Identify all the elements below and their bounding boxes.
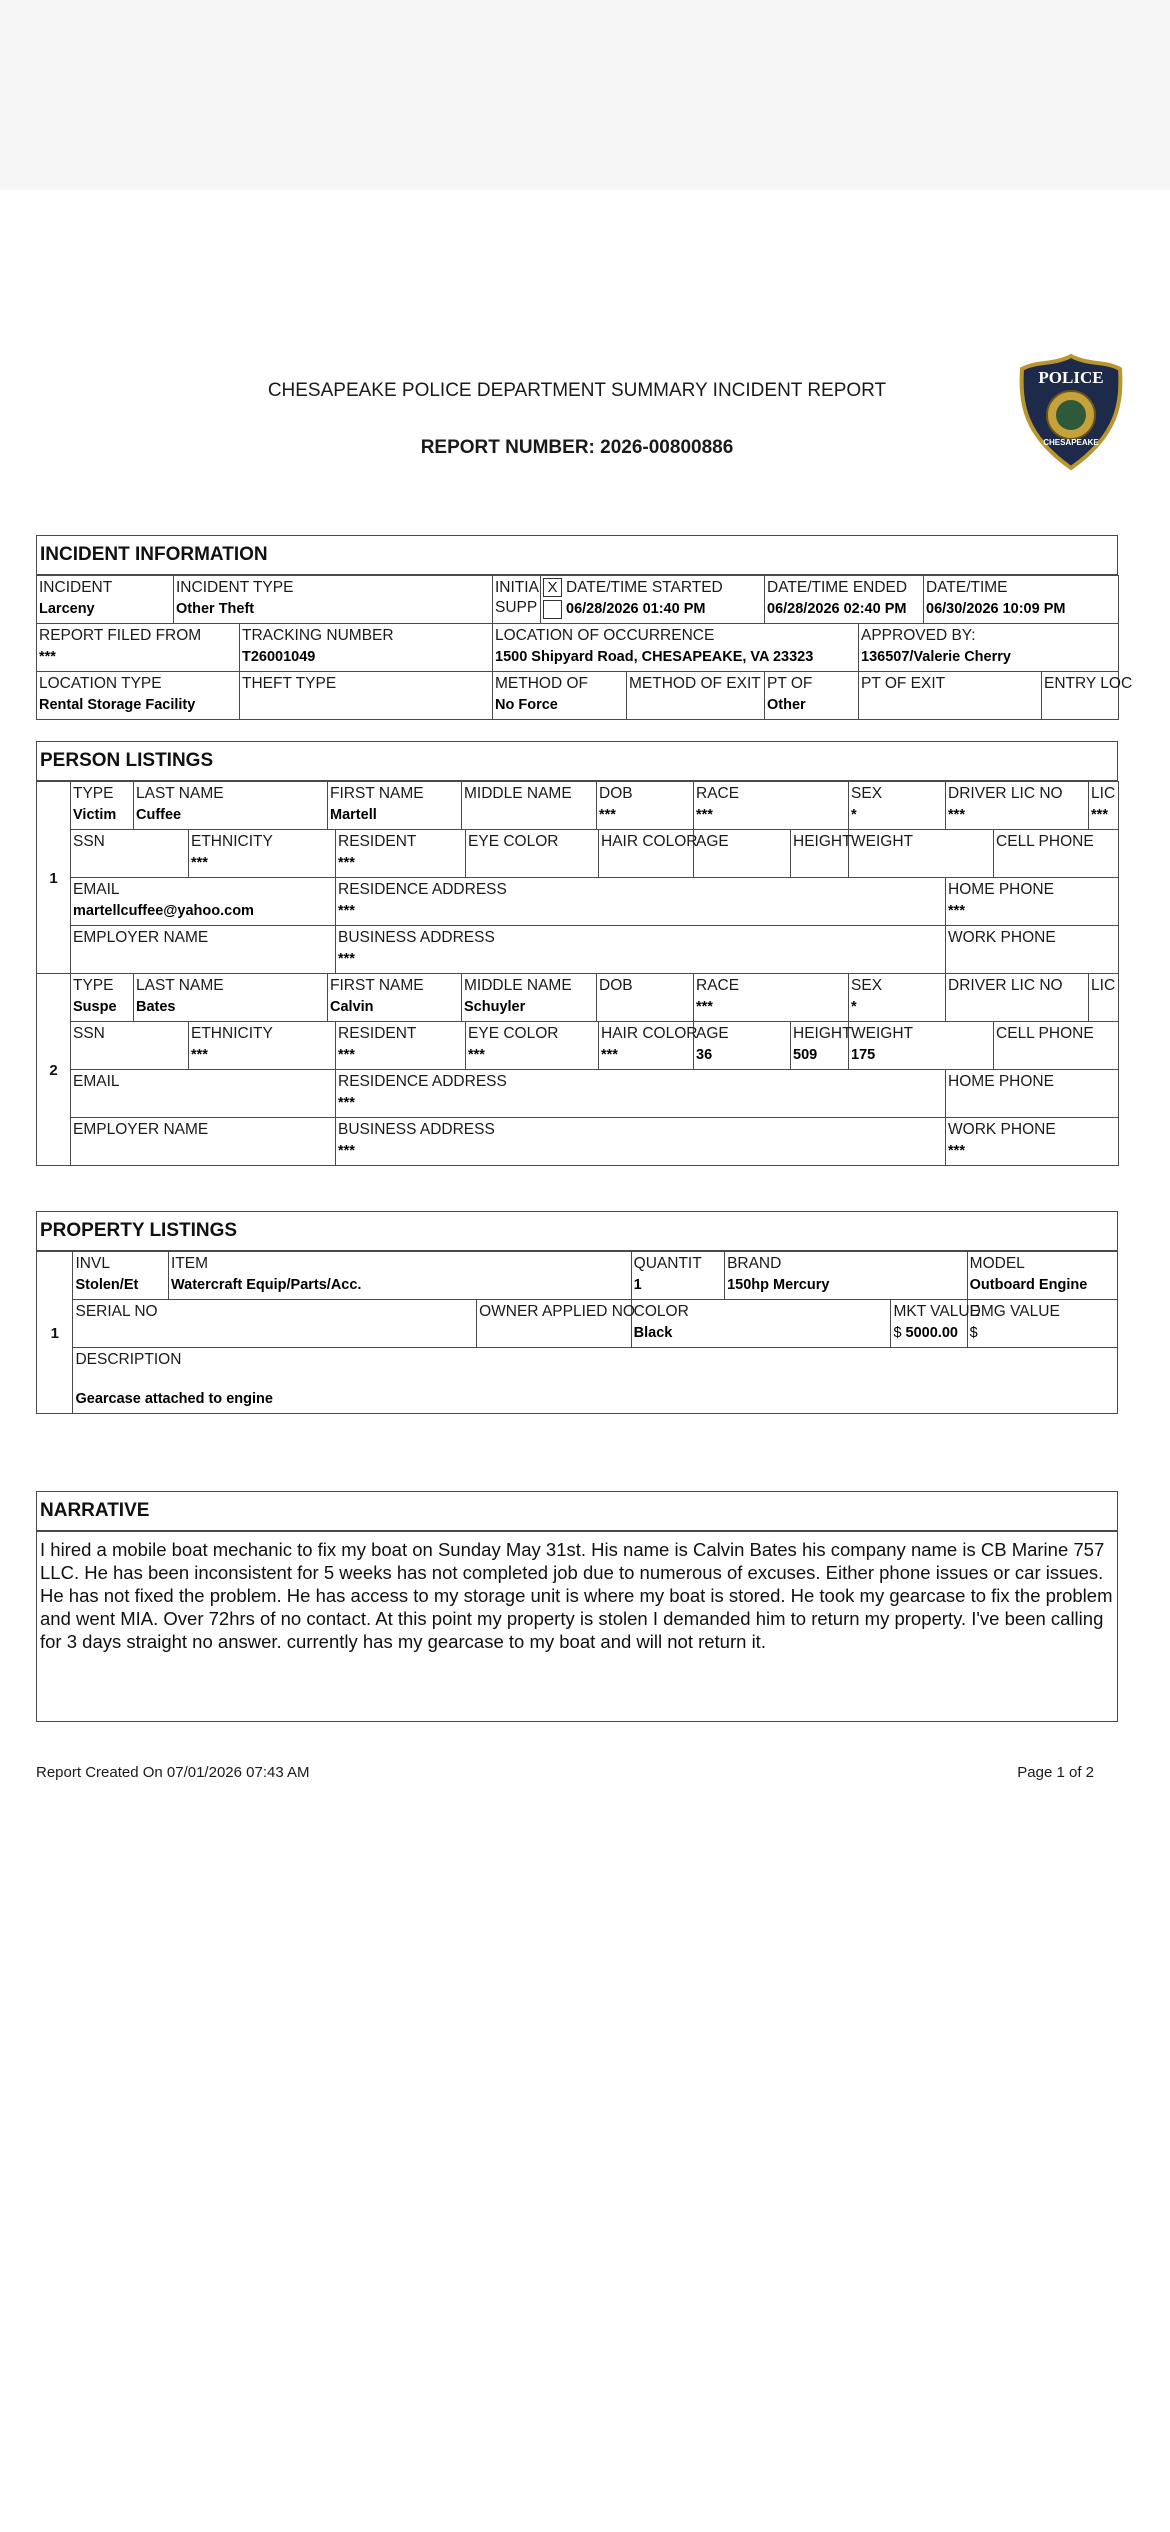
person-last-name-cell: LAST NAME Cuffee — [134, 782, 328, 830]
pt-of-cell: PT OF Other — [765, 672, 859, 720]
location-type-cell: LOCATION TYPE Rental Storage Facility — [37, 672, 240, 720]
person-age-cell: AGE — [694, 830, 791, 878]
property-item-cell: ITEM Watercraft Equip/Parts/Acc. — [169, 1252, 632, 1300]
person-work-phone-cell: WORK PHONE — [946, 926, 1119, 974]
person-employer-cell: EMPLOYER NAME — [71, 1118, 336, 1166]
person-type-cell: TYPE Suspe — [71, 974, 134, 1022]
person-ethnicity-cell: ETHNICITY *** — [189, 1022, 336, 1070]
person-race-cell: RACE *** — [694, 974, 849, 1022]
person-business-cell: BUSINESS ADDRESS *** — [336, 1118, 946, 1166]
property-section-header: PROPERTY LISTINGS — [36, 1211, 1118, 1251]
person-sex-cell: SEX * — [849, 974, 946, 1022]
date-time-cell: DATE/TIME 06/30/2026 10:09 PM — [924, 576, 1119, 624]
report-filed-cell: REPORT FILED FROM *** — [37, 624, 240, 672]
incident-section-header: INCIDENT INFORMATION — [36, 535, 1118, 575]
person-eye-cell: EYE COLOR — [466, 830, 599, 878]
person-table — [36, 781, 1119, 1166]
person-first-name-cell: FIRST NAME Calvin — [328, 974, 462, 1022]
narrative-section-header: NARRATIVE — [36, 1491, 1118, 1531]
person-dl-cell: DRIVER LIC NO *** — [946, 782, 1089, 830]
person-middle-name-cell: MIDDLE NAME — [462, 782, 597, 830]
person-work-phone-cell: WORK PHONE *** — [946, 1118, 1119, 1166]
entry-loc-cell: ENTRY LOC — [1042, 672, 1119, 720]
police-badge-icon — [1018, 353, 1124, 471]
person-cell-phone-cell: CELL PHONE — [994, 830, 1119, 878]
incident-type-cell: INCIDENT TYPE Other Theft — [174, 576, 493, 624]
method-of-cell: METHOD OF No Force — [493, 672, 627, 720]
person-resident-cell: RESIDENT *** — [336, 1022, 466, 1070]
person-ssn-cell: SSN — [71, 1022, 189, 1070]
person-residence-cell: RESIDENCE ADDRESS *** — [336, 878, 946, 926]
person-email-cell: EMAIL — [71, 1070, 336, 1118]
property-table — [36, 1251, 1118, 1414]
incident-cell: INCIDENT Larceny — [37, 576, 174, 624]
page-number: Page 1 of 2 — [1017, 1764, 1094, 1781]
report-created-footer: Report Created On 07/01/2026 07:43 AM — [36, 1764, 310, 1781]
property-mkt-value-cell: MKT VALUE $ 5000.00 — [891, 1300, 967, 1348]
person-lic-cell: LIC *** — [1089, 782, 1119, 830]
property-index: 1 — [37, 1252, 73, 1414]
person-hair-cell: HAIR COLOR — [599, 830, 694, 878]
person-race-cell: RACE *** — [694, 782, 849, 830]
person-weight-cell: WEIGHT 175 — [849, 1022, 994, 1070]
date-ended-cell: DATE/TIME ENDED 06/28/2026 02:40 PM — [765, 576, 924, 624]
property-model-cell: MODEL Outboard Engine — [967, 1252, 1117, 1300]
property-owner-applied-cell: OWNER APPLIED NO — [477, 1300, 632, 1348]
person-employer-cell: EMPLOYER NAME — [71, 926, 336, 974]
person-section-header: PERSON LISTINGS — [36, 741, 1118, 781]
initia-checkbox[interactable]: X — [543, 578, 562, 597]
property-dmg-value-cell: DMG VALUE $ — [967, 1300, 1117, 1348]
person-dl-cell: DRIVER LIC NO — [946, 974, 1089, 1022]
date-started-cell: X DATE/TIME STARTED 06/28/2026 01:40 PM — [541, 576, 765, 624]
method-exit-cell: METHOD OF EXIT — [627, 672, 765, 720]
tracking-number-cell: TRACKING NUMBER T26001049 — [240, 624, 493, 672]
person-ethnicity-cell: ETHNICITY *** — [189, 830, 336, 878]
property-invl-cell: INVL Stolen/Et — [73, 1252, 169, 1300]
initia-supp-cell: INITIA SUPP — [493, 576, 541, 624]
report-number: REPORT NUMBER: 2026-00800886 — [420, 437, 734, 458]
person-ssn-cell: SSN — [71, 830, 189, 878]
top-status-area — [0, 0, 1170, 190]
person-last-name-cell: LAST NAME Bates — [134, 974, 328, 1022]
incident-table — [36, 575, 1133, 720]
badge-subtext: CHESAPEAKE — [1043, 438, 1099, 447]
person-middle-name-cell: MIDDLE NAME Schuyler — [462, 974, 597, 1022]
property-brand-cell: BRAND 150hp Mercury — [725, 1252, 968, 1300]
person-type-cell: TYPE Victim — [71, 782, 134, 830]
person-lic-cell: LIC — [1089, 974, 1119, 1022]
narrative-text: I hired a mobile boat mechanic to fix my boat on Sunday May 31st. His name is Calvin Bates his company name is CB Marine 757 LLC. He has been inconsistent for 5 weeks has not completed job due to numerous of excuses. Either phone issues or car issues. He has not fixed the problem. He has access to my storage unit is where my boat is stored. He took my gearcase to fix the problem and went MIA. Over 72hrs of no contact. At this point my property is stolen I demanded him to return my property. I've been calling for 3 days straight no answer. currently has my gearcase to my boat and will not return it. — [36, 1531, 1118, 1722]
person-dob-cell: DOB — [597, 974, 694, 1022]
supp-checkbox[interactable] — [543, 600, 562, 619]
person-residence-cell: RESIDENCE ADDRESS *** — [336, 1070, 946, 1118]
person-height-cell: HEIGHT 509 — [791, 1022, 849, 1070]
theft-type-cell: THEFT TYPE — [240, 672, 493, 720]
location-occurrence-cell: LOCATION OF OCCURRENCE 1500 Shipyard Road, CHESAPEAKE, VA 23323 — [493, 624, 859, 672]
person-eye-cell: EYE COLOR *** — [466, 1022, 599, 1070]
person-index: 1 — [37, 782, 71, 974]
person-age-cell: AGE 36 — [694, 1022, 791, 1070]
person-weight-cell: WEIGHT — [849, 830, 994, 878]
report-title: CHESAPEAKE POLICE DEPARTMENT SUMMARY INCIDENT REPORT — [267, 380, 887, 401]
property-color-cell: COLOR Black — [631, 1300, 891, 1348]
person-dob-cell: DOB *** — [597, 782, 694, 830]
property-serial-cell: SERIAL NO — [73, 1300, 477, 1348]
person-hair-cell: HAIR COLOR *** — [599, 1022, 694, 1070]
person-cell-phone-cell: CELL PHONE — [994, 1022, 1119, 1070]
person-sex-cell: SEX * — [849, 782, 946, 830]
person-height-cell: HEIGHT — [791, 830, 849, 878]
approved-by-cell: APPROVED BY: 136507/Valerie Cherry — [859, 624, 1119, 672]
person-resident-cell: RESIDENT *** — [336, 830, 466, 878]
property-quantity-cell: QUANTIT 1 — [631, 1252, 724, 1300]
person-index: 2 — [37, 974, 71, 1166]
property-description-cell: DESCRIPTION Gearcase attached to engine — [73, 1348, 1118, 1414]
person-email-cell: EMAIL martellcuffee@yahoo.com — [71, 878, 336, 926]
badge-text: POLICE — [1038, 368, 1104, 387]
person-business-cell: BUSINESS ADDRESS *** — [336, 926, 946, 974]
pt-exit-cell: PT OF EXIT — [859, 672, 1042, 720]
person-home-phone-cell: HOME PHONE — [946, 1070, 1119, 1118]
person-first-name-cell: FIRST NAME Martell — [328, 782, 462, 830]
person-home-phone-cell: HOME PHONE *** — [946, 878, 1119, 926]
